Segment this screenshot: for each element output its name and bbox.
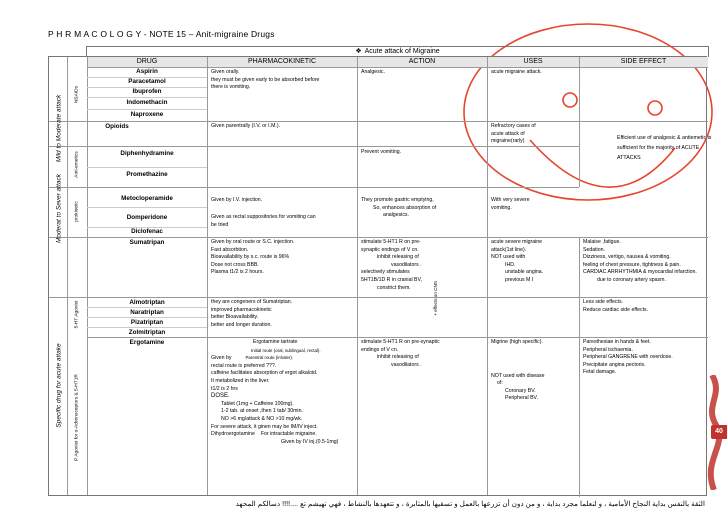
drug-opioids: Opioids (105, 123, 129, 130)
ergo-dihydro-line (211, 431, 355, 439)
col-header-action: ACTION (357, 57, 487, 68)
suma-se-line: feeling of chest pressure, tightness & pain. (583, 261, 681, 268)
suma-action-line: selectively stimulates (361, 269, 410, 276)
nsaid-pk-line: there is vomiting. (211, 84, 251, 91)
divider (87, 307, 207, 308)
suma-pk-line: Bioavailability by s.c. route is 96% (211, 254, 290, 261)
ergo-pharmacokinetic (211, 339, 355, 446)
ergo-se-line: Paresthesiae in hands & feet. (583, 339, 651, 345)
meto-action-line: So, enhances absorption of (373, 204, 437, 211)
group-label-specific: Specific drug for acute attake (55, 343, 63, 428)
divider (87, 167, 207, 168)
suma-uses (491, 239, 577, 285)
nsaid-uses: acute migraine attack. (491, 69, 542, 75)
ergo-se-line: Fetal damage. (583, 369, 617, 376)
meto-uses (491, 197, 577, 212)
nsaid-action: Analgesic. (361, 69, 385, 75)
suma-action-line: 5HT1B/1D R in cranial BV, (361, 276, 422, 283)
triptans-pk-line: better Bioavailability. (211, 314, 259, 321)
suma-uses-line: IHD. (505, 261, 516, 268)
suma-action-line: inhibit releasing of (377, 254, 419, 261)
drug-ibuprofen: Ibuprofen (132, 88, 162, 95)
suma-action-line: constrict them. (377, 284, 411, 291)
drug-zolmitriptan: Zolmitriptan (128, 329, 166, 336)
opioid-uses-line: migraine(rarly) (491, 138, 525, 145)
meto-uses-line: vomiting. (491, 204, 512, 211)
drug-indomethacin: Indomethacin (126, 99, 168, 106)
ergo-given-by: Given by (211, 355, 232, 362)
ergo-pk-line: rectal route is preferred ???. (211, 362, 277, 369)
group-label-prokinetic: prokinetic (74, 201, 80, 222)
ergo-uses (491, 339, 577, 403)
drug-naproxene: Naproxene (130, 111, 164, 118)
ergo-se-line: Peripheral GANGRENE with overdose. (583, 354, 673, 361)
divider (87, 109, 207, 110)
group-label-moderate: Moderat to Sever attack (55, 174, 63, 244)
suma-se-line: due to coronary artery spasm. (597, 276, 666, 283)
group-label-antiemetics: Anti-emetics (74, 151, 80, 178)
ergo-se-line: Peripheral ischaemia. (583, 346, 633, 353)
suma-pk-line: Given by oral route or S.C. injection. (211, 239, 295, 245)
divider (357, 57, 358, 495)
drug-ergotamine: Ergotamine (129, 339, 165, 346)
meto-pharmacokinetic: Given by I.V. injection. (211, 197, 263, 203)
suma-pk-line: Fast absorbtion. (211, 246, 249, 253)
opioid-uses-line: acute attack of (491, 130, 525, 137)
drug-sumatripan: Sumatripan (129, 239, 165, 246)
triptans-se-line: Reduce cardiac side effects. (583, 306, 649, 313)
ergo-uses-line: Migrine (high specific). (491, 339, 543, 345)
drug-aspirin: Aspirin (136, 68, 158, 75)
triptans-pk-line: better and longer duration. (211, 321, 272, 328)
suma-se-line: Malaise ,fatigue. (583, 239, 621, 245)
ergo-dose-line: NO >6 mg/attack & NO >10 mg/wk. (221, 415, 303, 422)
divider (579, 57, 580, 187)
suma-se-line: CARDIAC ARRHYTHMIA & myocardial infarction. (583, 269, 697, 276)
ergo-side-effects (583, 339, 707, 377)
ergo-dose-line: 1-2 tab. at onset ,then 1 tab/ 30min. (221, 408, 303, 415)
ergo-action (361, 339, 485, 369)
ergo-pk-line: DOSE. (211, 393, 230, 400)
suma-pk-line: Dose not cross BBB. (211, 261, 259, 268)
ergo-pk-line: caffeine facilitates absorption of ergot alkaloid. (211, 370, 318, 377)
divider (67, 57, 68, 495)
suma-action (361, 239, 485, 292)
ergo-pk-line: t1/2 is 2 hrs (211, 385, 238, 392)
group-label-5ht-agonist: 5-HT Agonist (74, 300, 80, 329)
diamond-bullet-icon: ❖ (355, 48, 362, 55)
triptans-se-line: Less side effects. (583, 299, 623, 305)
domperidone-pharmacokinetic (211, 214, 355, 229)
suma-uses-line: NOT used with (491, 254, 526, 261)
ergo-uses-line: Peripheral BV. (505, 395, 538, 402)
divider (487, 57, 488, 495)
meto-uses-line: With very severe (491, 197, 530, 203)
divider (49, 297, 708, 298)
drug-metoclopramide: Metocloperamide (121, 195, 173, 202)
divider (87, 327, 207, 328)
drug-naratriptan: Naratriptan (130, 309, 164, 316)
divider (49, 146, 579, 147)
triptans-side-effects (583, 299, 707, 314)
page-title: P H R M A C O L O G Y - NOTE 15 – Anit-migraine Drugs (48, 29, 275, 39)
col-header-drug: DRUG (87, 57, 207, 68)
drug-promethazine: Promethazine (126, 171, 168, 178)
drug-table (48, 56, 707, 496)
ergo-given-by-line (211, 354, 355, 363)
opioid-uses (491, 123, 577, 146)
divider (49, 237, 708, 238)
col-header-side-effect: SIDE EFFECT (579, 57, 708, 68)
suma-se-line: Dizziness, vertigo, nausea & vomiting. (583, 254, 671, 261)
opioid-uses-line: Refractory cases of (491, 123, 536, 129)
dom-pk-line: be tried (211, 221, 229, 228)
ergo-dihydro: Dihydroergotamine (211, 431, 255, 438)
footer-quote: الثقة بالنفس بداية النجاح الأمامية ، و لنعلما مجرد بداية ، و من دون أن تزرعها بالعمل و تسقيها بالمثابرة ، و تتعهدها بالنشاط ، فهي تهيشم تع ....!!!! دسالكم المحهد (235, 499, 705, 508)
ergo-dihydro-note: For intractable migraine. (260, 431, 317, 438)
suma-uses-line: unstable angina. (505, 269, 544, 276)
divider (87, 317, 207, 318)
drug-pizatriptan: Pizatriptan (130, 319, 164, 326)
page-number: 40 (711, 425, 727, 439)
meto-action-line: They promote gastric emptying, (361, 197, 434, 203)
ergo-uses-line: NOT used with disease (491, 372, 545, 379)
ergo-dose-line: Tablet (1mg + Caffeine 100mg). (221, 400, 294, 407)
diphen-action: Prevent vomiting. (361, 149, 402, 155)
divider (87, 207, 207, 208)
group-label-nsaids: NSAIDs (74, 85, 80, 104)
ergo-uses-line: of: (497, 380, 503, 387)
smiley-note: Efficient use of analgesic & antiemetic is sufficient for the majority of ACUTE ATTACKS (617, 135, 712, 161)
divider (579, 237, 580, 497)
divider (207, 57, 208, 495)
col-header-pharmacokinetic: PHARMACOKINETIC (207, 57, 357, 68)
meto-action-line: analgesics. (383, 212, 409, 219)
suma-se-line: Sedation. (583, 246, 605, 253)
divider (49, 187, 579, 188)
drug-domperidone: Domperidone (126, 214, 168, 221)
ergo-se-line: Precipitate angina pectoris. (583, 361, 646, 368)
suma-pharmacokinetic (211, 239, 355, 277)
suma-uses-line: previous M I (505, 276, 534, 283)
drug-paracetamol: Paracetamol (128, 78, 166, 85)
ergo-dihydro-note: Given by IV inj.(0.5-1mg) (281, 438, 339, 445)
ergo-route: Parentral route (inhaler). (245, 355, 294, 361)
nsaid-pharmacokinetic (211, 69, 355, 92)
meto-action (361, 197, 485, 220)
triptans-pk-line: improved pharmacokinetic (211, 306, 272, 313)
drug-almotriptan: Almotriptan (129, 299, 165, 306)
ergo-action-line: inhibit releasing of (377, 354, 419, 361)
ergo-pk-line: For severe attack, it ginen may be IM/IV inject. (211, 423, 318, 430)
dom-pk-line: Given as rectal suppositories for vomiting can (211, 214, 316, 220)
ergo-pk-line: Initial route (oral, sublingual, rectal). (251, 347, 321, 353)
col-header-uses: USES (487, 57, 579, 68)
suma-uses-line: acute severe migraine (491, 239, 543, 245)
ergo-pk-line: Ergotamine tartrate (253, 339, 298, 345)
drug-diclofenac: Diclofenac (131, 228, 163, 235)
triptans-pharmacokinetic (211, 299, 355, 329)
ergo-action-line: endings of V cn. (361, 346, 399, 353)
group-label-p-agonist: P Agonist for α-Adrenoceptors & 5-HT1R (74, 374, 80, 461)
ergo-action-line: vasodilators . (391, 361, 422, 368)
suma-action-line: synaptic endings of V cn. (361, 246, 419, 253)
suma-action-line: stimulate 5-HT1 R on pre- (361, 239, 421, 245)
suma-uses-line: attack(1st line). (491, 246, 527, 253)
drug-diphenhydramine: Diphenhydramine (120, 150, 174, 157)
group-label-mild: Mild to Moderate attack (55, 94, 63, 163)
cns-effect-label: + effects on CNS (432, 281, 438, 316)
ergo-action-line: stimulate 5-HT1 R on pre-synaptic (361, 339, 440, 345)
ergo-uses-line: Coronary BV. (505, 387, 536, 394)
nsaid-pk-line: they must be given early to be absorbed before (211, 76, 320, 83)
opioid-pharmacokinetic: Given parentrally (I.V. or I.M.). (211, 123, 280, 129)
suma-side-effects (583, 239, 707, 285)
divider (87, 97, 207, 98)
ergo-pk-line: It metabolized in the liver. (211, 377, 270, 384)
suma-action-line: vasodilators . (391, 261, 422, 268)
divider (87, 337, 708, 338)
divider (49, 121, 708, 122)
triptans-pk-line: they are congeners of Sumatriptan. (211, 299, 293, 305)
table-caption-text: Acute attack of Migraine (364, 48, 440, 55)
suma-pk-line: Plasma t1/2 is 2 hours. (211, 269, 264, 276)
nsaid-pk-line: Given orally. (211, 69, 240, 75)
